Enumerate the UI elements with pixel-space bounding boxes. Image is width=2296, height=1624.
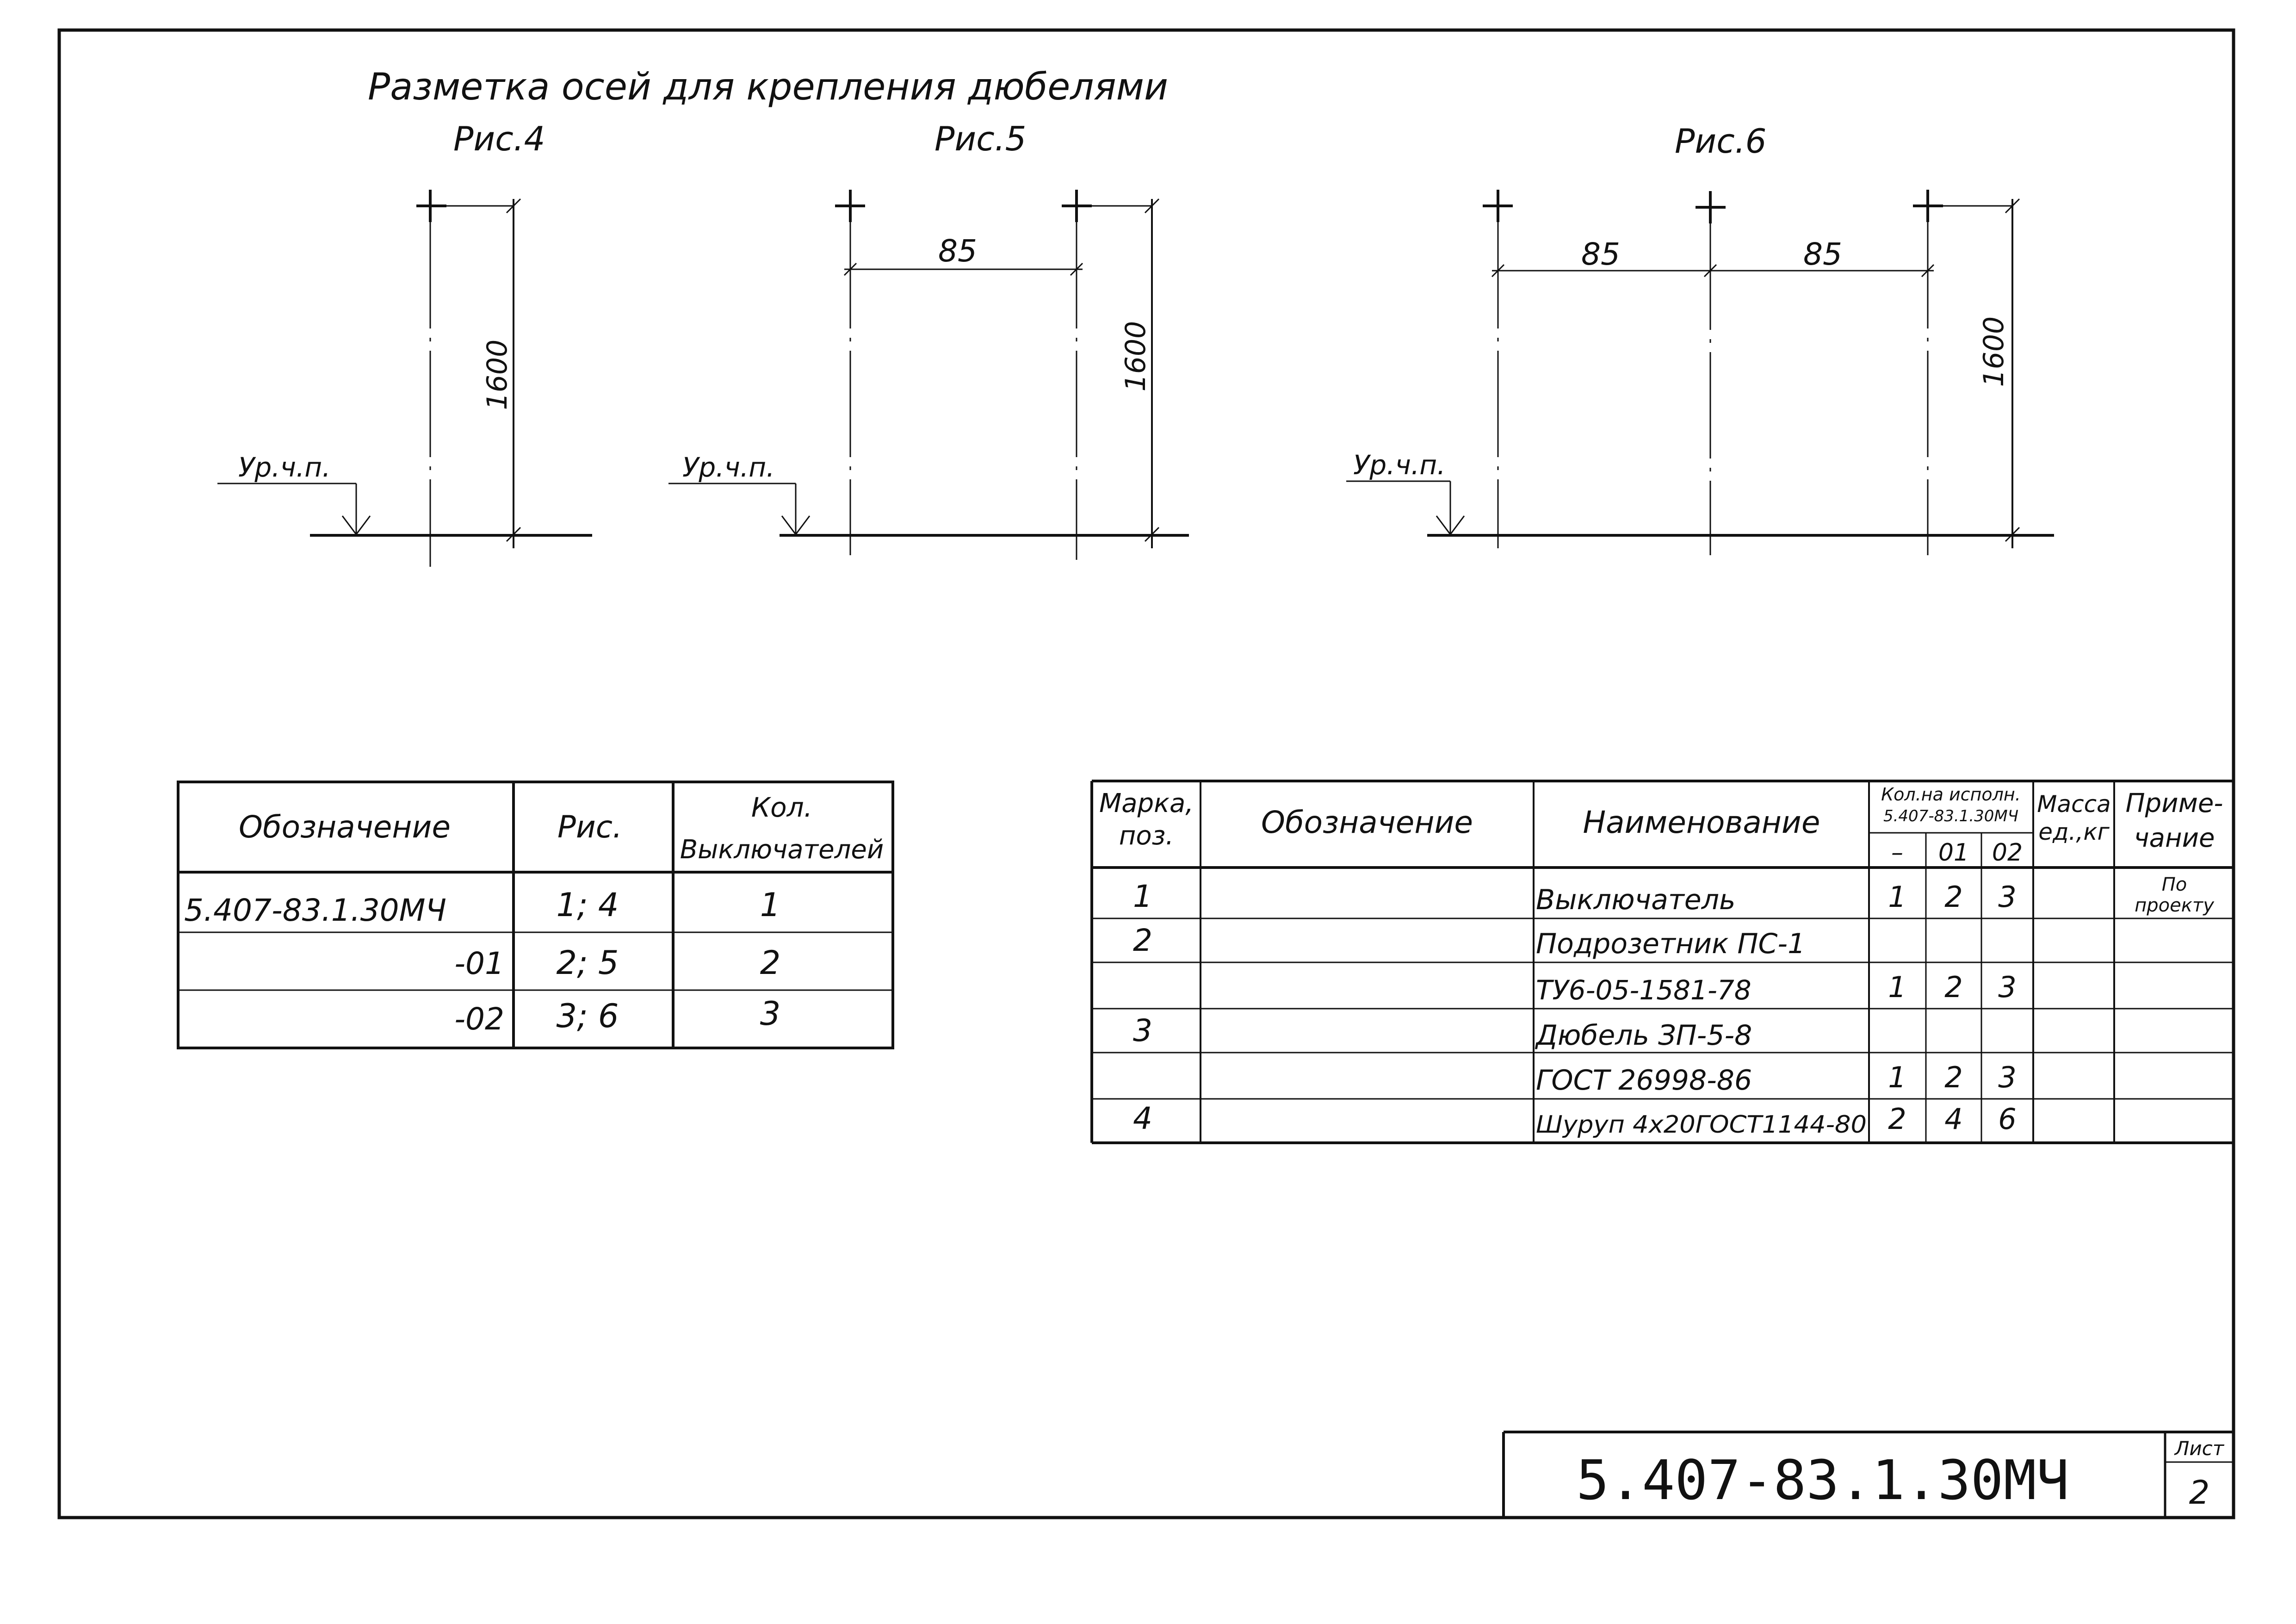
table-row: [1133, 923, 1805, 960]
table-row: [454, 944, 780, 982]
table2-header-qty-sub-1: –: [1891, 839, 1903, 867]
table2-header-qty-line1: Кол.на исполн.: [1881, 784, 2021, 805]
figure-5-height-dim: 1600: [1120, 321, 1152, 392]
table2-row6-q2: 6: [1998, 1102, 2017, 1136]
figure-4-level-label: Ур.ч.п.: [238, 452, 331, 483]
figure-5-label: Рис.5: [934, 119, 1027, 158]
figure-5-level-label: Ур.ч.п.: [682, 452, 775, 483]
sheet-label: Лист: [2174, 1437, 2224, 1460]
table-row: [1536, 1060, 2017, 1097]
table2-row5-q1: 2: [1944, 1060, 1963, 1094]
table-row: [454, 995, 780, 1037]
table2-header-designation: Обозначение: [1261, 805, 1473, 840]
table2-row5-name: ГОСТ 26998-86: [1536, 1064, 1752, 1097]
sheet-number: 2: [2189, 1474, 2210, 1512]
specification-table: [1092, 781, 2234, 1143]
table2-header-name: Наименование: [1583, 805, 1820, 840]
table1-row1-fig: 1; 4: [556, 886, 619, 924]
table1-row2-designation: -01: [454, 946, 504, 981]
table1-header-count-line2: Выключателей: [680, 835, 884, 865]
table2-row2-mark: 2: [1133, 923, 1152, 958]
table2-header-mark-line1: Марка,: [1099, 788, 1194, 818]
table2-row5-q0: 1: [1888, 1060, 1906, 1094]
figure-6-height-dim: 1600: [1978, 316, 2010, 387]
table2-header-note-line2: чание: [2134, 823, 2215, 853]
figure-5: [668, 119, 1189, 560]
table1-row3-count: 3: [760, 995, 781, 1033]
table1-row3-fig: 3; 6: [556, 997, 619, 1035]
table2-header-mass-line2: ед.,кг: [2038, 818, 2110, 845]
drawing-title: Разметка осей для крепления дюбелями: [368, 65, 1168, 108]
table2-row1-q0: 1: [1888, 880, 1906, 914]
table-row: [1133, 1013, 1752, 1052]
table2-row3-q0: 1: [1888, 970, 1906, 1004]
figure-6-label: Рис.6: [1675, 122, 1767, 161]
table1-row2-count: 2: [760, 944, 781, 982]
table2-row1-name: Выключатель: [1536, 884, 1736, 916]
table-row: [1133, 874, 2215, 916]
designation-table: [178, 782, 893, 1048]
figure-4-height-dim: 1600: [481, 339, 514, 410]
table1-header-designation: Обозначение: [239, 809, 451, 845]
table2-row6-mark: 4: [1133, 1101, 1152, 1136]
table1-header-fig: Рис.: [557, 809, 622, 845]
table2-row3-q1: 2: [1944, 970, 1963, 1004]
figure-6: [1346, 122, 2054, 555]
table2-header-note-line1: Приме-: [2125, 788, 2223, 818]
table2-row1-note-line1: По: [2161, 874, 2187, 895]
table2-header-qty-sub-2: 01: [1938, 839, 1969, 867]
table-row: [1536, 970, 2017, 1006]
table2-row3-q2: 3: [1998, 970, 2017, 1004]
table2-row4-mark: 3: [1133, 1013, 1152, 1048]
title-block: [1504, 1432, 2234, 1518]
table2-row6-name: Шуруп 4х20ГОСТ1144-80: [1536, 1111, 1867, 1139]
table2-row6-q1: 4: [1944, 1102, 1963, 1136]
table2-header-mark-line2: поз.: [1119, 821, 1174, 851]
figure-4: [217, 119, 592, 567]
figure-6-level-label: Ур.ч.п.: [1353, 449, 1446, 481]
table1-row1-count: 1: [760, 886, 781, 924]
table2-row1-note-line2: проекту: [2135, 895, 2214, 916]
table2-row1-q1: 2: [1944, 880, 1963, 914]
table1-row2-fig: 2; 5: [556, 944, 619, 982]
figure-5-spacing-1: 85: [938, 233, 977, 269]
table2-row1-mark: 1: [1133, 879, 1152, 914]
table2-row6-q0: 2: [1888, 1102, 1906, 1136]
document-code: 5.407-83.1.30МЧ: [1576, 1448, 2069, 1512]
table2-header-qty-line2: 5.407-83.1.30МЧ: [1883, 807, 2019, 825]
table2-row5-q2: 3: [1998, 1060, 2017, 1094]
table2-header-qty-sub-3: 02: [1992, 839, 2023, 867]
sheet-frame: [59, 30, 2234, 1518]
table2-row3-name: ТУ6-05-1581-78: [1536, 974, 1751, 1006]
table2-row2-name: Подрозетник ПС-1: [1536, 928, 1806, 960]
table2-header-mass-line1: Масса: [2037, 791, 2111, 818]
table2-row1-q2: 3: [1998, 880, 2017, 914]
figure-6-spacing-1: 85: [1581, 236, 1620, 272]
table2-row4-name: Дюбель ЗП-5-8: [1536, 1019, 1752, 1052]
table1-header-count-line1: Кол.: [751, 792, 813, 823]
table1-row3-designation: -02: [454, 1001, 504, 1037]
table-row: [184, 886, 780, 928]
figure-4-label: Рис.4: [453, 119, 545, 158]
figure-6-spacing-2: 85: [1803, 236, 1842, 272]
table-row: [1133, 1101, 2017, 1139]
table1-row1-designation: 5.407-83.1.30МЧ: [184, 893, 446, 928]
